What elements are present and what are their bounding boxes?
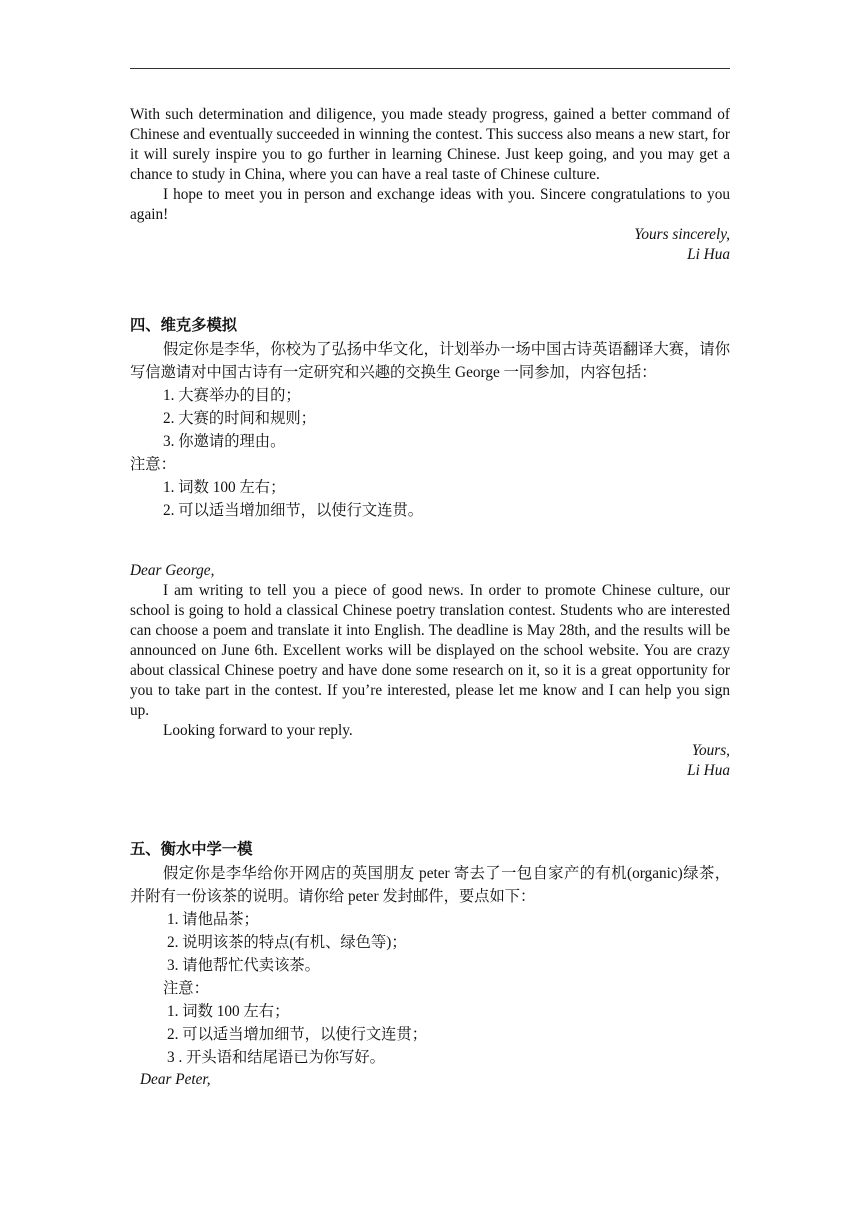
section5-note-label: 注意： xyxy=(163,980,209,997)
section5 xyxy=(130,840,730,1090)
section4-body2: Looking forward to your reply. xyxy=(163,722,353,739)
section4-note: 1. 词数 100 左右； xyxy=(163,479,286,496)
section4-note-label: 注意： xyxy=(130,456,176,473)
letter1-paragraph2: I hope to meet you in person and exchange ideas with you. Sincere congratulations to you again! xyxy=(130,186,730,223)
section4-closing: Yours, xyxy=(691,742,730,759)
letter1-closing: Yours sincerely, xyxy=(634,226,730,243)
letter1 xyxy=(130,105,730,265)
section4-signature: Li Hua xyxy=(687,762,730,779)
section4-point: 2. 大赛的时间和规则； xyxy=(163,410,316,427)
section5-salutation: Dear Peter, xyxy=(140,1071,211,1088)
section5-note: 3 . 开头语和结尾语已为你写好。 xyxy=(167,1049,385,1066)
section5-note: 2. 可以适当增加细节，以使行文连贯； xyxy=(167,1026,428,1043)
letter1-paragraph1: With such determination and diligence, you made steady progress, gained a better command of Chinese and eventually succeeded in winning the contest. This success also means a new start, for it will surely inspire you to go further in learning Chinese. Just keep going, and you may get a chance to study in China, where you can have a real taste of Chinese culture. xyxy=(130,106,730,183)
section4 xyxy=(130,316,730,522)
section4-prompt: 假定你是李华，你校为了弘扬中华文化，计划举办一场中国古诗英语翻译大赛，请你写信邀请对中国古诗有一定研究和兴趣的交换生 George 一同参加，内容包括： xyxy=(130,341,730,381)
section5-point: 1. 请他品茶； xyxy=(167,911,259,928)
header-rule xyxy=(130,68,730,69)
section4-letter xyxy=(130,561,730,781)
section4-body1: I am writing to tell you a piece of good news. In order to promote Chinese culture, our school is going to hold a classical Chinese poetry translation contest. Students who are interested can choose a poem and translate it into English. The deadline is May 28th, and the results will be announced on June 6th. Excellent works will be displayed on the school website. You are crazy about classical Chinese poetry and have done some research on it, so it is a great opportunity for you to take part in the contest. If you’re interested, please let me know and I can help you sign up. xyxy=(130,582,730,719)
section5-heading: 五、衡水中学一模 xyxy=(130,841,253,858)
section5-point: 3. 请他帮忙代卖该茶。 xyxy=(167,957,320,974)
section4-salutation: Dear George, xyxy=(130,562,215,579)
section5-point: 2. 说明该茶的特点(有机、绿色等)； xyxy=(167,934,407,951)
section4-point: 3. 你邀请的理由。 xyxy=(163,433,286,450)
section4-heading: 四、维克多模拟 xyxy=(130,317,238,334)
section5-note: 1. 词数 100 左右； xyxy=(167,1003,290,1020)
section4-note: 2. 可以适当增加细节，以使行文连贯。 xyxy=(163,502,424,519)
section4-point: 1. 大赛举办的目的； xyxy=(163,387,301,404)
letter1-signature: Li Hua xyxy=(687,246,730,263)
section5-prompt: 假定你是李华给你开网店的英国朋友 peter 寄去了一包自家产的有机(organic)绿茶，并附有一份该茶的说明。请你给 peter 发封邮件，要点如下： xyxy=(130,865,730,905)
